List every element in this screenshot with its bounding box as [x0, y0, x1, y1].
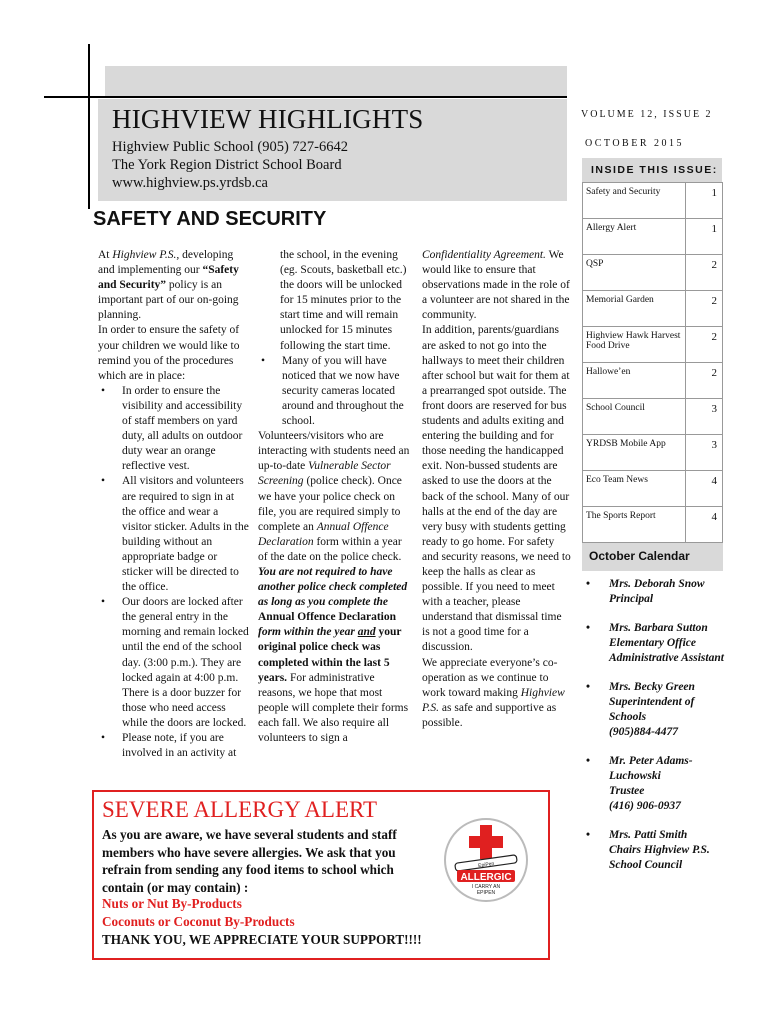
toc-row[interactable]: [583, 183, 723, 219]
contact-name: Mrs. Barbara Sutton: [609, 622, 708, 634]
contact-list: [586, 577, 726, 887]
allergy-alert-title: SEVERE ALLERGY ALERT: [102, 797, 378, 822]
toc-page: 2: [686, 291, 723, 327]
toc-page: 3: [686, 399, 723, 435]
paragraph: At Highview P.S., developing and implementing our “Safety and Security” policy is an important part of our on-going planning.: [98, 249, 239, 322]
toc-title: School Council: [583, 399, 686, 435]
contact-role: Chairs Highview P.S. School Council: [609, 844, 710, 871]
bullet-item: • In order to ensure the visibility and accessibility of staff members on yard duty, all adults on outdoor duty wear an orange reflective vest.: [98, 384, 250, 475]
paragraph: In order to ensure the safety of your children we would like to remind you of the procedures which are in place:: [98, 324, 240, 382]
toc-title: Eco Team News: [583, 471, 686, 507]
toc-page: 2: [686, 255, 723, 291]
contact-item: [586, 680, 726, 740]
allergen-item: Nuts or Nut By-Products: [102, 896, 242, 911]
contact-name: Mrs. Becky Green: [609, 681, 695, 693]
toc-title: QSP: [583, 255, 686, 291]
contact-role: Trustee: [609, 785, 645, 797]
school-website[interactable]: www.highview.ps.yrdsb.ca: [112, 175, 268, 191]
bullet-item: • Please note, if you are involved in an activity at: [98, 731, 250, 761]
article-column-2: [258, 248, 412, 746]
svg-text:ALLERGIC: ALLERGIC: [460, 872, 512, 883]
toc-title: Memorial Garden: [583, 291, 686, 327]
calendar-header: [582, 542, 723, 571]
header-top-bar: [105, 66, 567, 96]
article-column-3: [422, 248, 572, 731]
toc-page: 2: [686, 363, 723, 399]
contact-role: Elementary Office Administrative Assistant: [609, 637, 724, 664]
school-phone: Highview Public School (905) 727-6642: [112, 139, 349, 155]
allergy-alert-body: As you are aware, we have several students and staff members who have severe allergies. We ask that you refrain from sending any food items to school which contain (or may contain) :: [102, 827, 397, 895]
paragraph: Confidentiality Agreement. We would like to ensure that observations made in the role of a volunteer are not shared in the community.: [422, 249, 570, 322]
toc-row[interactable]: [583, 291, 723, 327]
toc-title: Highview Hawk Harvest Food Drive: [583, 327, 686, 363]
toc-row[interactable]: [583, 255, 723, 291]
issue-volume: VOLUME 12, ISSUE 2: [581, 109, 713, 120]
newsletter-title: HIGHVIEW HIGHLIGHTS: [112, 104, 424, 134]
toc-page: 3: [686, 435, 723, 471]
article-column-1: [98, 248, 250, 761]
contact-item: [586, 621, 726, 666]
paragraph: the school, in the evening (eg. Scouts, basketball etc.) the doors will be unlocked for 15 minutes prior to the start time and will remain unlocked for 15 minutes following the start time.: [280, 249, 407, 352]
toc-row[interactable]: [583, 399, 723, 435]
toc-title: Safety and Security: [583, 183, 686, 219]
contact-role: Principal: [609, 593, 654, 605]
allergic-epipen-logo: [443, 817, 529, 903]
toc-row[interactable]: [583, 471, 723, 507]
table-of-contents: [582, 182, 723, 543]
contact-phone: (905)884-4477: [609, 726, 678, 738]
toc-title: The Sports Report: [583, 507, 686, 543]
contact-name: Mrs. Patti Smith: [609, 829, 688, 841]
allergen-item: Coconuts or Coconut By-Products: [102, 914, 295, 929]
contact-role: Superintendent of Schools: [609, 696, 695, 723]
paragraph: In addition, parents/guardians are asked to not go into the hallways to meet their children after school but wait for them at a prearranged spot outside. The front doors are reserved for bus students and adults exiting and entering the building and for those needing the handicapped exit. Non-bussed students are asked to use the doors at the back of the school. Many of our halls at the end of the day are very busy with students getting ready to go home. For safety and security reasons, we need to keep the halls as clear as possible. If you need to meet with a teacher, please understand that dismissal time is not a good time for a discussion.: [422, 324, 571, 654]
allergy-thanks: THANK YOU, WE APPRECIATE YOUR SUPPORT!!!!: [102, 932, 422, 947]
issue-date: OCTOBER 2015: [585, 138, 684, 149]
contact-name: Mr. Peter Adams-Luchowski: [609, 755, 693, 782]
school-board: The York Region District School Board: [112, 157, 342, 173]
toc-page: 4: [686, 471, 723, 507]
toc-title: Allergy Alert: [583, 219, 686, 255]
bullet-item: • Our doors are locked after the general entry in the morning and remain locked until the end of the school day. (3:00 p.m.). They are locked again at 4:00 p.m. There is a door buzzer for those who need access while the doors are locked.: [98, 595, 250, 731]
svg-text:I CARRY AN: I CARRY AN: [471, 884, 501, 890]
bullet-item: • Many of you will have noticed that we now have security cameras located around and throughout the school.: [258, 354, 412, 429]
article-headline: SAFETY AND SECURITY: [93, 208, 327, 230]
toc-page: 4: [686, 507, 723, 543]
toc-page: 1: [686, 183, 723, 219]
paragraph: Volunteers/visitors who are interacting with students need an up-to-date Vulnerable Sector Screening (police check). Once we have your police check on file, you are required simply to complete an Annual Offence Declaration form within a year of the date on the police check. You are not required to have another police check completed as long as you complete the Annual Offence Declaration form within the year and your original police check was completed within the last 5 years. For administrative reasons, we hope that most people will complete their forms each fall. We also require all volunteers to sign a: [258, 430, 410, 744]
svg-text:EPIPEN: EPIPEN: [476, 890, 496, 896]
toc-row[interactable]: [583, 507, 723, 543]
header-vertical-rule: [88, 44, 90, 209]
contact-item: [586, 754, 726, 814]
contact-item: [586, 828, 726, 873]
toc-heading: INSIDE THIS ISSUE:: [591, 164, 718, 176]
toc-title: Hallowe’en: [583, 363, 686, 399]
toc-row[interactable]: [583, 363, 723, 399]
toc-row[interactable]: [583, 435, 723, 471]
toc-title: YRDSB Mobile App: [583, 435, 686, 471]
paragraph: We appreciate everyone’s co-operation as we continue to work toward making Highview P.S. as safe and supportive as possible.: [422, 656, 565, 729]
calendar-heading: October Calendar: [589, 549, 690, 563]
bullet-item: • All visitors and volunteers are required to sign in at the office and wear a visitor sticker. Adults in the building without an appropriate badge or sticker will be directed to the office.: [98, 474, 250, 595]
contact-item: [586, 577, 726, 607]
contact-name: Mrs. Deborah Snow: [609, 578, 705, 590]
toc-row[interactable]: [583, 219, 723, 255]
toc-row[interactable]: [583, 327, 723, 363]
svg-text:EpiPen: EpiPen: [477, 860, 495, 870]
toc-page: 2: [686, 327, 723, 363]
toc-page: 1: [686, 219, 723, 255]
contact-phone: (416) 906-0937: [609, 800, 681, 812]
header-rule: [44, 96, 567, 98]
